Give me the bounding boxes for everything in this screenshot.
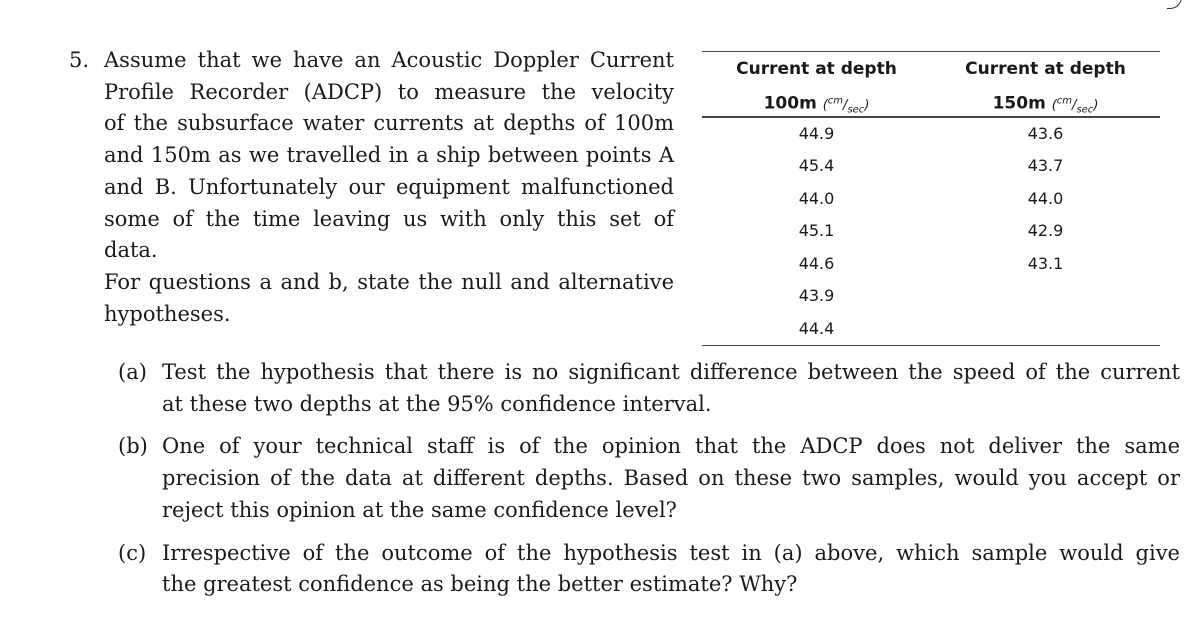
table-header [702,52,1160,116]
table-cell: 44.6 [798,253,835,273]
unit-denominator: sec [847,104,865,116]
part-line: precision of the data at different depths. Based on these two samples, would you accept or [162,466,1180,491]
unit-denominator: sec [1076,104,1094,116]
table-cell: 45.1 [798,221,835,241]
part-line: One of your technical staff is of the opinion that the ADCP does not deliver the same [162,434,1180,459]
intro-line: Assume that we have an Acoustic Doppler Current [104,48,674,72]
header-col-100m [702,52,931,116]
question-number: 5. [69,48,90,72]
depth-label: 150m [992,93,1046,114]
col-150m-values [931,118,1160,346]
header-title: Current at depth [736,59,897,80]
intro-line: and 150m as we travelled in a ship between points A [104,143,674,168]
instruction-line: hypotheses. [104,301,231,326]
table-cell: 43.1 [1027,253,1064,273]
table-body [702,118,1160,346]
part-line: Irrespective of the outcome of the hypothesis test in (a) above, which sample would give [162,540,1180,565]
table-cell: 44.0 [1027,188,1064,208]
part-label: (a) [118,360,147,384]
table-cell: 44.0 [798,188,835,208]
instruction-line: For questions a and b, state the null and alternative [104,269,674,294]
header-title: Current at depth [965,59,1126,80]
table-bottom-rule [702,345,1160,346]
table-cell: 45.4 [798,156,835,176]
part-label: (b) [118,434,148,459]
question-parts [118,357,1180,612]
part-line: the greatest confidence as being the better estimate? Why? [162,572,798,597]
question-intro [104,45,674,330]
table-cell: 43.6 [1027,123,1064,143]
part-line: at these two depths at the 95% confidence interval. [162,391,712,416]
intro-line: Profile Recorder (ADCP) to measure the velocity [104,79,674,104]
part-a [118,357,1180,420]
intro-line: some of the time leaving us with only this set of [104,206,674,231]
col-100m-values [702,118,931,346]
unit-label: $(^{cm}/_{sec})$ [822,95,870,116]
table-cell: 44.4 [798,318,835,338]
part-line: Test the hypothesis that there is no significant difference between the speed of the current [162,360,1180,384]
intro-line: of the subsurface water currents at depths of 100m [104,111,674,136]
table-cell: 43.9 [798,286,835,306]
intro-line: and B. Unfortunately our equipment malfunctioned [104,174,674,199]
unit-numerator: cm [827,95,844,107]
unit-numerator: cm [1056,95,1073,107]
header-depth [702,86,931,116]
part-line: reject this opinion at the same confidence level? [162,497,677,522]
header-col-150m [931,52,1160,116]
table-cell: 43.7 [1027,156,1064,176]
unit-label: $(^{cm}/_{sec})$ [1051,95,1099,116]
table-cell: 42.9 [1027,221,1064,241]
table-cell: 44.9 [798,123,835,143]
part-c [118,538,1180,601]
part-label: (c) [118,540,147,565]
header-depth [931,86,1160,116]
data-table [702,51,1160,346]
top-right-bracket-fragment [1167,0,1182,9]
depth-label: 100m [763,93,817,114]
intro-line: data. [104,238,158,263]
part-b [118,431,1180,526]
